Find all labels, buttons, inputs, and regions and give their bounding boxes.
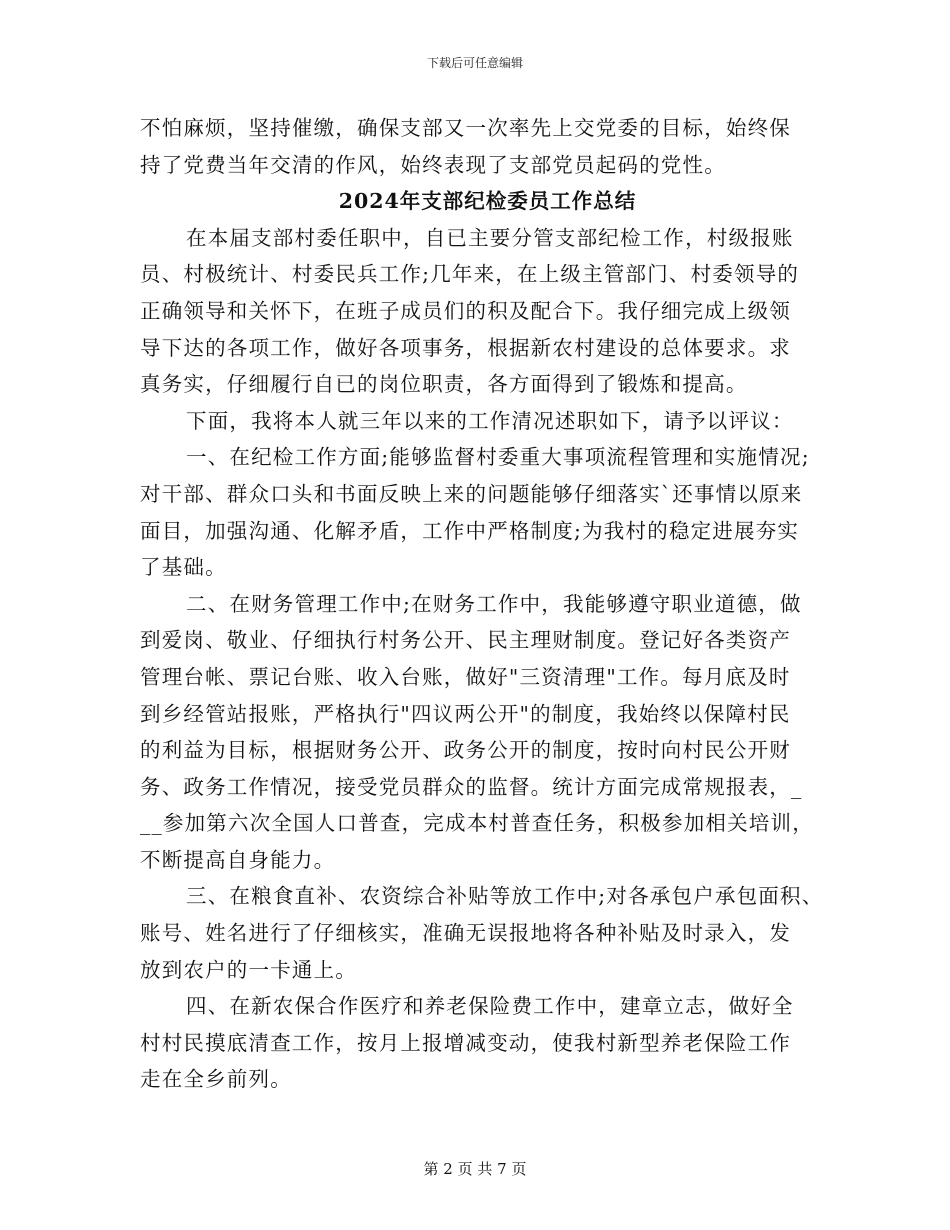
text-line: 不怕麻烦，坚持催缴，确保支部又一次率先上交党委的目标，始终保 xyxy=(140,116,791,140)
paragraph-first-line: 下面，我将本人就三年以来的工作清况述职如下，请予以评议： xyxy=(186,408,794,433)
page-number: 第 2 页 共 7 页 xyxy=(423,1160,527,1178)
text-line: 正确领导和关怀下，在班子成员们的积及配合下。我仔细完成上级领 xyxy=(140,298,791,323)
text-line: 账号、姓名进行了仔细核实，准确无误报地将各种补贴及时录入，发 xyxy=(140,921,791,946)
paragraph-first-line: 二、在财务管理工作中;在财务工作中，我能够遵守职业道德，做 xyxy=(186,591,802,616)
paragraph-first-line: 在本届支部村委任职中，自已主要分管支部纪检工作，村级报账 xyxy=(186,225,794,250)
document-body xyxy=(140,110,825,1098)
paragraph-first-line: 四、在新农保合作医疗和养老保险费工作中，建章立志，做好全 xyxy=(186,994,794,1019)
text-line: 村村民摸底清查工作，按月上报增减变动，使我村新型养老保险工作 xyxy=(140,1030,791,1055)
body-paragraphs xyxy=(140,220,825,1098)
text-line: 员、村极统计、村委民兵工作;几年来，在上级主管部门、村委领导的 xyxy=(140,262,800,287)
text-line: 的利益为目标，根据财务公开、政务公开的制度，按时向村民公开财 xyxy=(140,738,791,763)
text-line: 持了党费当年交清的作风，始终表现了支部党员起码的党性。 xyxy=(140,152,726,177)
header-note: 下载后可任意编辑 xyxy=(426,56,523,70)
text-line: 导下达的各项工作，做好各项事务，根据新农村建设的总体要求。求 xyxy=(140,335,791,360)
paragraph-first-line: 三、在粮食直补、农资综合补贴等放工作中;对各承包户承包面积、 xyxy=(186,884,824,909)
text-line: 务、政务工作情况，接受党员群众的监督。统计方面完成常规报表，_ xyxy=(140,774,803,799)
text-line: 放到农户的一卡通上。 xyxy=(140,957,357,982)
text-line: 到爱岗、敬业、仔细执行村务公开、民主理财制度。登记好各类资产 xyxy=(140,628,791,653)
text-line: 管理台帐、票记台账、收入台账，做好"三资清理"工作。每月底及时 xyxy=(140,664,791,689)
text-line: 到乡经管站报账，严格执行"四议两公开"的制度，我始终以保障村民 xyxy=(140,701,791,726)
text-line: 不断提高自身能力。 xyxy=(140,847,336,872)
text-line: 对干部、群众口头和书面反映上来的问题能够仔细落实`还事情以原来 xyxy=(140,481,803,506)
text-line: 真务实，仔细履行自已的岗位职责，各方面得到了锻炼和提高。 xyxy=(140,372,748,397)
document-title: 2024年支部纪检委员工作总结 xyxy=(338,189,637,214)
text-line: 面目，加强沟通、化解矛盾，工作中严格制度;为我村的稳定进展夯实 xyxy=(140,518,800,543)
text-line: 了基础。 xyxy=(140,555,227,580)
preceding-paragraph xyxy=(140,110,825,183)
text-line: 走在全乡前列。 xyxy=(140,1067,292,1092)
paragraph-first-line: 一、在纪检工作方面;能够监督村委重大事项流程管理和实施情况; xyxy=(186,445,810,470)
text-line: __参加第六次全国人口普查，完成本村普查任务，积极参加相关培训， xyxy=(140,811,814,836)
